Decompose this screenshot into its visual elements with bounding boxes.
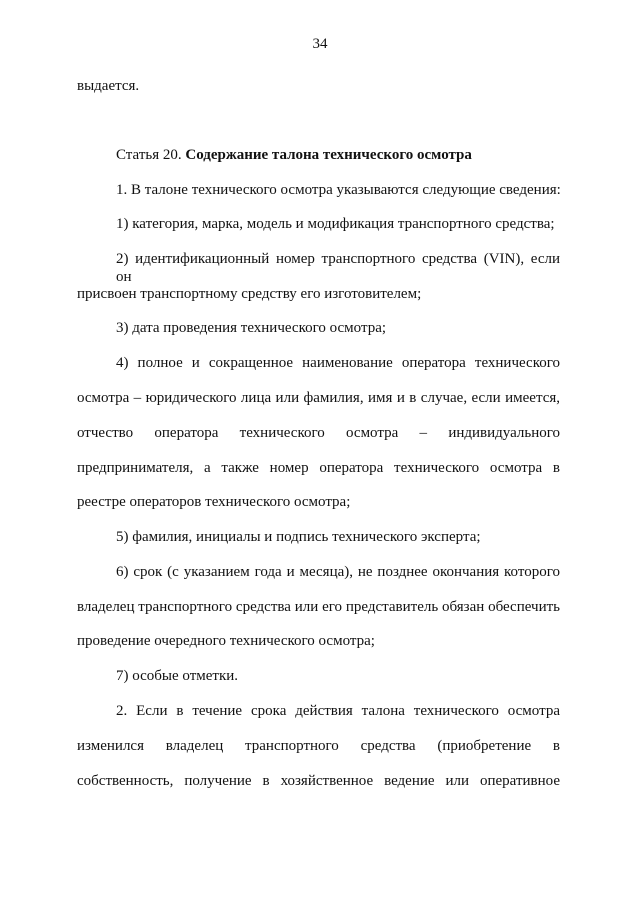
text-line: 2. Если в течение срока действия талона технического осмотра — [116, 703, 560, 719]
text-line: 3) дата проведения технического осмотра; — [116, 320, 387, 336]
text-line: проведение очередного технического осмотра; — [77, 633, 375, 649]
text-line: 1) категория, марка, модель и модификация транспортного средства; — [116, 216, 555, 232]
text-line: предпринимателя, а также номер оператора технического осмотра в — [77, 460, 560, 476]
article-heading-title: Содержание талона технического осмотра — [185, 147, 472, 163]
text-line: 2) идентификационный номер транспортного средства (VIN), если он — [116, 251, 560, 285]
article-heading-prefix: Статья 20. — [116, 147, 186, 163]
text-line: 5) фамилия, инициалы и подпись технического эксперта; — [116, 529, 481, 545]
text-line: изменился владелец транспортного средства (приобретение в — [77, 738, 560, 754]
text-line: осмотра – юридического лица или фамилия, имя и в случае, если имеется, — [77, 390, 560, 406]
text-line: присвоен транспортному средству его изготовителем; — [77, 286, 422, 302]
text-line: реестре операторов технического осмотра; — [77, 494, 351, 510]
text-line: собственность, получение в хозяйственное ведение или оперативное — [77, 773, 560, 789]
article-heading — [116, 146, 560, 164]
page-number: 34 — [312, 36, 328, 52]
text-line: 4) полное и сокращенное наименование оператора технического — [116, 355, 560, 371]
text-line: владелец транспортного средства или его представитель обязан обеспечить — [77, 599, 560, 615]
text-line: 7) особые отметки. — [116, 668, 239, 684]
text-line: выдается. — [77, 78, 140, 94]
text-line: 1. В талоне технического осмотра указываются следующие сведения: — [116, 182, 561, 198]
text-line: 6) срок (с указанием года и месяца), не позднее окончания которого — [116, 564, 560, 580]
text-line: отчество оператора технического осмотра – индивидуального — [77, 425, 560, 441]
